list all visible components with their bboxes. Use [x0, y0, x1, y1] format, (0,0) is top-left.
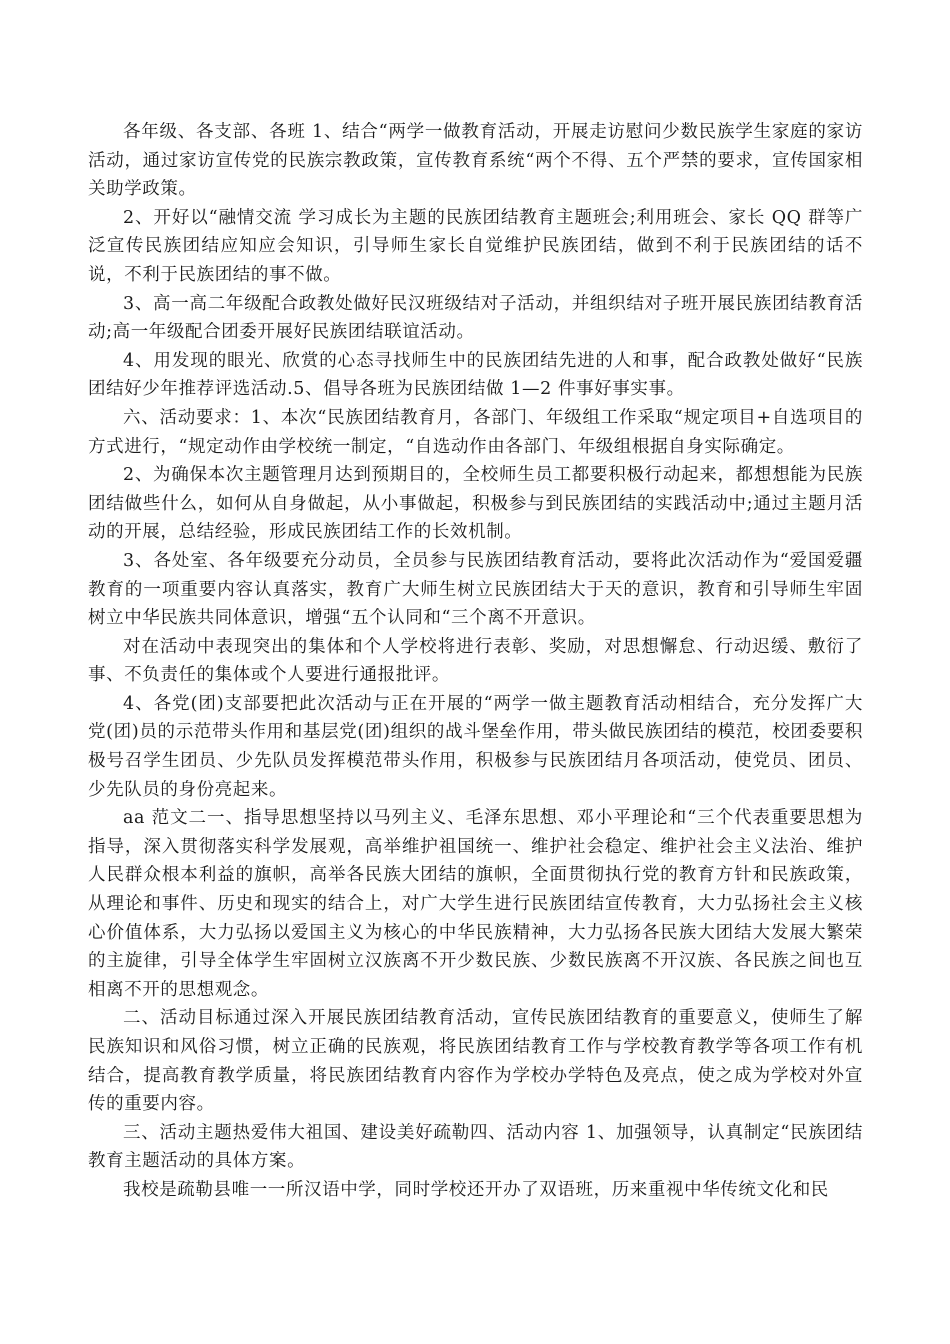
- paragraph-7: 3、各处室、各年级要充分动员，全员参与民族团结教育活动，要将此次活动作为“爱国爱疆教育的一项重要内容认真落实，教育广大师生树立民族团结大于天的意识，教育和引导师生牢固树立中华民族共同体意识，增强“五个认同和“三个离不开意识。: [88, 550, 863, 629]
- paragraph-2: 2、开好以“融情交流 学习成长为主题的民族团结教育主题班会;利用班会、家长 QQ 群等广泛宣传民族团结应知应会知识，引导师生家长自觉维护民族团结，做到不利于民族团结的话不说，不利于民族团结的事不做。: [88, 207, 863, 285]
- paragraph-1: 各年级、各支部、各班 1、结合“两学一做教育活动，开展走访慰问少数民族学生家庭的家访活动，通过家访宣传党的民族宗教政策，宣传教育系统“两个不得、五个严禁的要求，宣传国家相关助学政策。: [88, 122, 863, 200]
- paragraph-13: 我校是疏勒县唯一一所汉语中学，同时学校还开办了双语班，历来重视中华传统文化和民: [123, 1179, 829, 1200]
- document-body: [88, 118, 863, 1205]
- paragraph-6: 2、为确保本次主题管理月达到预期目的，全校师生员工都要积极行动起来，都想想能为民族团结做些什么，如何从自身做起，从小事做起，积极参与到民族团结的实践活动中;通过主题月活动的开展，总结经验，形成民族团结工作的长效机制。: [88, 465, 863, 543]
- paragraph-4: 4、用发现的眼光、欣赏的心态寻找师生中的民族团结先进的人和事，配合政教处做好“民族团结好少年推荐评选活动.5、倡导各班为民族团结做 1—2 件事好事实事。: [88, 350, 863, 400]
- paragraph-8: 对在活动中表现突出的集体和个人学校将进行表彰、奖励，对思想懈怠、行动迟缓、敷衍了事、不负责任的集体或个人要进行通报批评。: [88, 636, 863, 686]
- paragraph-3: 3、高一高二年级配合政教处做好民汉班级结对子活动，并组织结对子班开展民族团结教育活动;高一年级配合团委开展好民族团结联谊活动。: [88, 293, 863, 343]
- paragraph-5: 六、活动要求：1、本次“民族团结教育月，各部门、年级组工作采取“规定项目+自选项目的方式进行，“规定动作由学校统一制定，“自选动作由各部门、年级组根据自身实际确定。: [88, 407, 863, 457]
- paragraph-9: 4、各党(团)支部要把此次活动与正在开展的“两学一做主题教育活动相结合，充分发挥广大党(团)员的示范带头作用和基层党(团)组织的战斗堡垒作用，带头做民族团结的模范，校团委要积极号召学生团员、少先队员发挥模范带头作用，积极参与民族团结月各项活动，使党员、团员、少先队员的身份亮起来。: [88, 693, 863, 800]
- paragraph-12: 三、活动主题热爱伟大祖国、建设美好疏勒四、活动内容 1、加强领导，认真制定“民族团结教育主题活动的具体方案。: [88, 1122, 863, 1172]
- paragraph-10: aa 范文二一、指导思想坚持以马列主义、毛泽东思想、邓小平理论和“三个代表重要思想为指导，深入贯彻落实科学发展观，高举维护祖国统一、维护社会稳定、维护社会主义法治、维护人民群众根本利益的旗帜，高举各民族大团结的旗帜，全面贯彻执行党的教育方针和民族政策，从理论和事件、历史和现实的结合上，对广大学生进行民族团结宣传教育，大力弘扬社会主义核心价值体系，大力弘扬以爱国主义为核心的中华民族精神，大力弘扬各民族大团结大发展大繁荣的主旋律，引导全体学生牢固树立汉族离不开少数民族、少数民族离不开汉族、各民族之间也互相离不开的思想观念。: [88, 808, 863, 1000]
- paragraph-11: 二、活动目标通过深入开展民族团结教育活动，宣传民族团结教育的重要意义，使师生了解民族知识和风俗习惯，树立正确的民族观，将民族团结教育工作与学校教育教学等各项工作有机结合，提高教育教学质量，将民族团结教育内容作为学校办学特色及亮点，使之成为学校对外宣传的重要内容。: [88, 1008, 863, 1115]
